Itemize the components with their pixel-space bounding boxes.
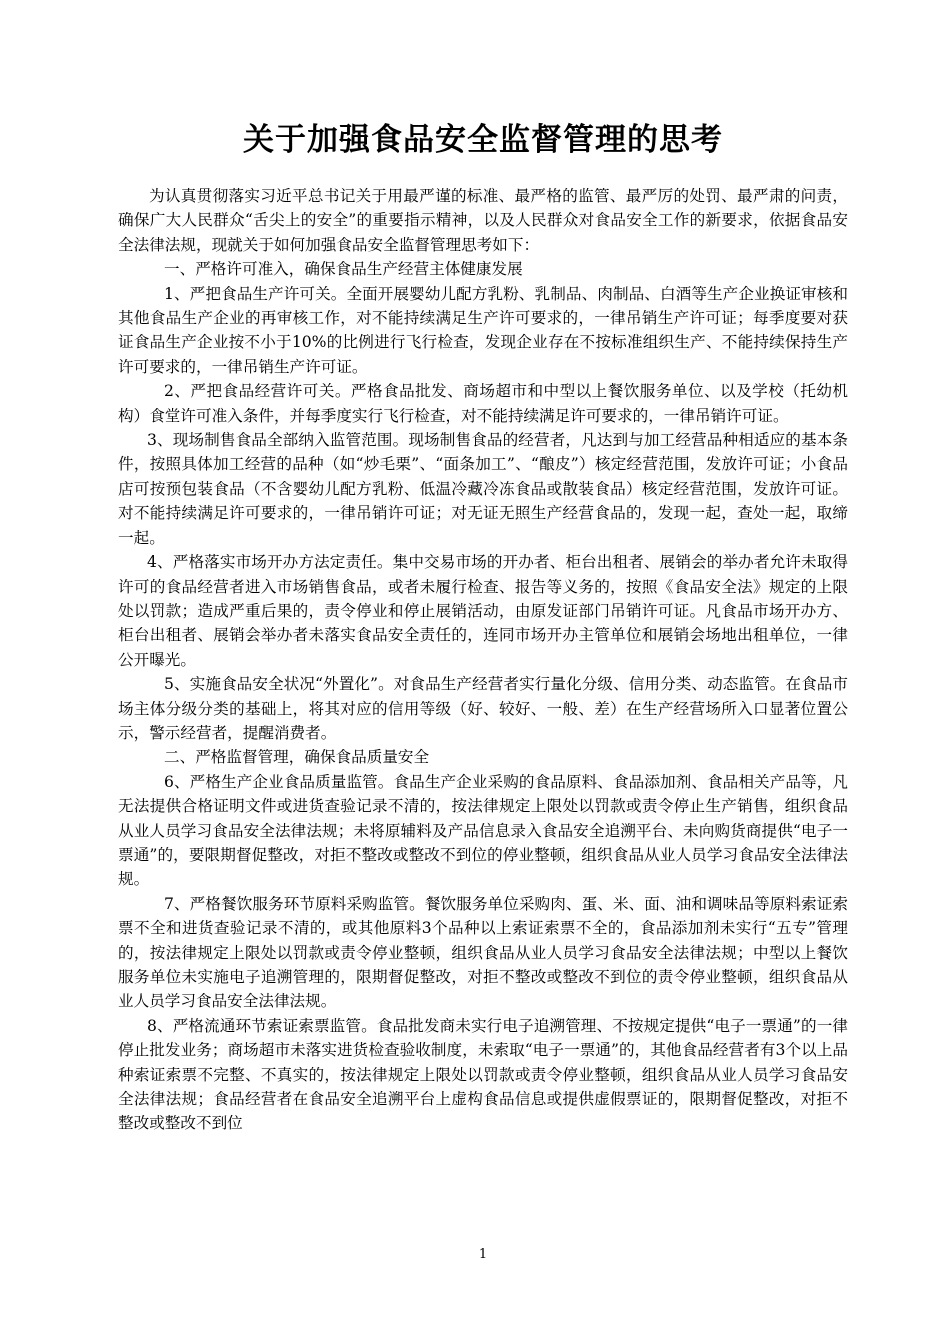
section-heading-2: 二、严格监督管理，确保食品质量安全 — [164, 748, 430, 767]
document-body — [118, 184, 848, 1136]
paragraph-item-1: 1、严把食品生产许可关。全面开展婴幼儿配方乳粉、乳制品、肉制品、白酒等生产企业换证审核和其他食品生产企业的再审核工作，对不能持续满足生产许可要求的，一律吊销生产许可证；每季度要对获证食品生产企业按不小于10%的比例进行飞行检查，发现企业存在不按标准组织生产、不能持续保持生产许可要求的，一律吊销生产许可证。 — [118, 284, 848, 376]
page-number: 1 — [478, 1247, 488, 1262]
paragraph-item-8: 8、严格流通环节索证索票监管。食品批发商未实行电子追溯管理、不按规定提供“电子一票通”的一律停止批发业务；商场超市未落实进货检查验收制度，未索取“电子一票通”的，其他食品经营者有3个以上品种索证索票不完整、不真实的，按法律规定上限处以罚款或责令停业整顿，组织食品从业人员学习食品安全法律法规；食品经营者在食品安全追溯平台上虚构食品信息或提供虚假票证的，限期督促整改，对拒不整改或整改不到位 — [118, 1016, 848, 1133]
document-page — [118, 0, 848, 1344]
paragraph-item-7: 7、严格餐饮服务环节原料采购监管。餐饮服务单位采购肉、蛋、米、面、油和调味品等原料索证索票不全和进货查验记录不清的，或其他原料3个品种以上索证索票不全的，食品添加剂未实行“五专”管理的，按法律规定上限处以罚款或责令停业整顿，组织食品从业人员学习食品安全法律法规；中型以上餐饮服务单位未实施电子追溯管理的，限期督促整改，对拒不整改或整改不到位的责令停业整顿，组织食品从业人员学习食品安全法律法规。 — [118, 894, 848, 1011]
section-heading-1: 一、严格许可准入，确保食品生产经营主体健康发展 — [164, 260, 523, 279]
document-title: 关于加强食品安全监督管理的思考 — [243, 122, 723, 158]
paragraph-item-2: 2、严把食品经营许可关。严格食品批发、商场超市和中型以上餐饮服务单位、以及学校（托幼机构）食堂许可准入条件，并每季度实行飞行检查，对不能持续满足许可要求的，一律吊销许可证。 — [118, 382, 848, 425]
paragraph-item-6: 6、严格生产企业食品质量监管。食品生产企业采购的食品原料、食品添加剂、食品相关产品等，凡无法提供合格证明文件或进货查验记录不清的，按法律规定上限处以罚款或责令停止生产销售，组织食品从业人员学习食品安全法律法规；未将原辅料及产品信息录入食品安全追溯平台、未向购货商提供“电子一票通”的，要限期督促整改，对拒不整改或整改不到位的停业整顿，组织食品从业人员学习食品安全法律法规。 — [118, 772, 848, 889]
paragraph-item-4: 4、严格落实市场开办方法定责任。集中交易市场的开办者、柜台出租者、展销会的举办者允许未取得许可的食品经营者进入市场销售食品，或者未履行检查、报告等义务的，按照《食品安全法》规定的上限处以罚款；造成严重后果的，责令停业和停止展销活动，由原发证部门吊销许可证。凡食品市场开办方、柜台出租者、展销会举办者未落实食品安全责任的，连同市场开办主管单位和展销会场地出租单位，一律公开曝光。 — [118, 553, 848, 669]
paragraph-item-3: 3、现场制售食品全部纳入监管范围。现场制售食品的经营者，凡达到与加工经营品种相适应的基本条件，按照具体加工经营的品种（如“炒毛栗”、“面条加工”、“酿皮”）核定经营范围，发放许可证；小食品店可按预包装食品（不含婴幼儿配方乳粉、低温冷藏冷冻食品或散装食品）核定经营范围，发放许可证。对不能持续满足许可要求的，一律吊销许可证；对无证无照生产经营食品的，发现一起，查处一起，取缔一起。 — [118, 431, 848, 547]
intro-paragraph: 为认真贯彻落实习近平总书记关于用最严谨的标准、最严格的监管、最严厉的处罚、最严肃的问责，确保广大人民群众“舌尖上的安全”的重要指示精神，以及人民群众对食品安全工作的新要求，依据食品安全法律法规，现就关于如何加强食品安全监督管理思考如下： — [118, 187, 848, 254]
paragraph-item-5: 5、实施食品安全状况“外置化”。对食品生产经营者实行量化分级、信用分类、动态监管。在食品市场主体分级分类的基础上，将其对应的信用等级（好、较好、一般、差）在生产经营场所入口显著位置公示，警示经营者，提醒消费者。 — [118, 675, 848, 742]
